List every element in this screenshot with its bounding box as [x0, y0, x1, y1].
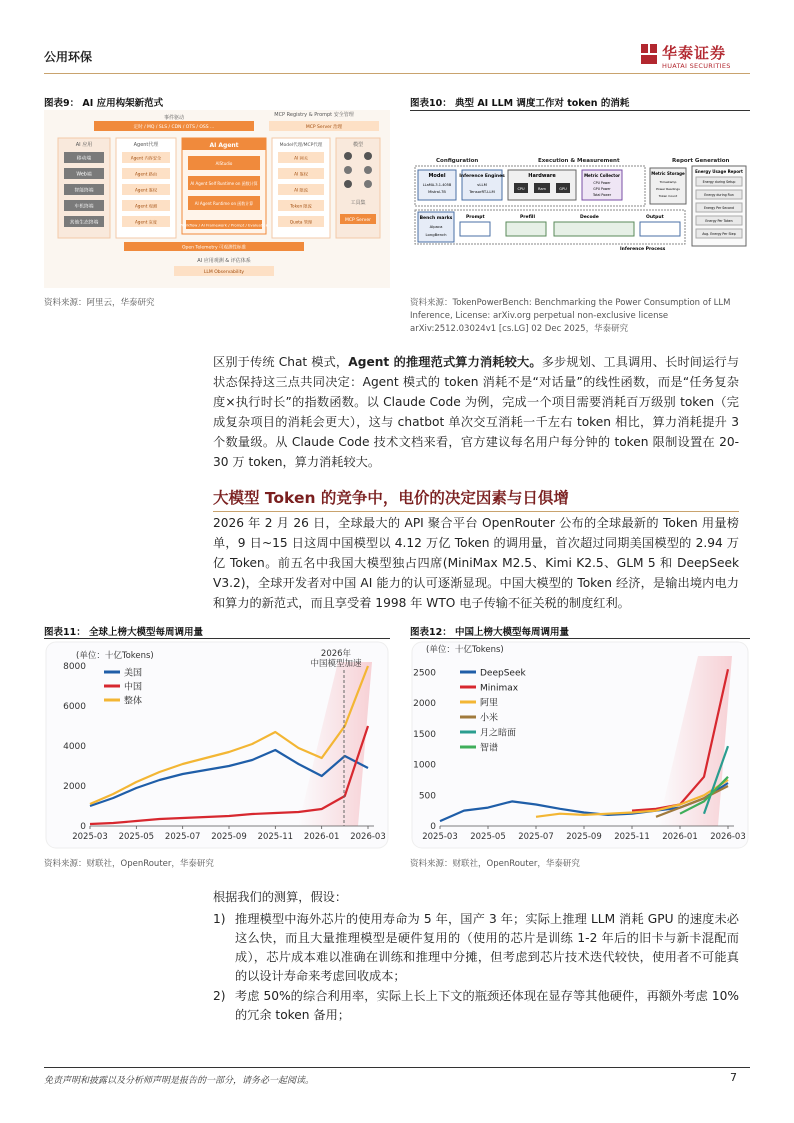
fig10-source	[410, 297, 730, 336]
y-tick-label: 8000	[63, 662, 86, 672]
x-tick-label: 2025-03	[72, 832, 108, 842]
page-number: 7	[730, 1071, 737, 1084]
d9-agent-item-label: Agent 观测	[134, 203, 158, 209]
chart-annotation: 2026年	[320, 649, 352, 659]
d9-model-item-label: AI 网关	[294, 155, 308, 161]
brand-logo	[640, 42, 750, 72]
d9-top-label: 事件驱动	[164, 115, 185, 121]
x-tick-label: 2025-05	[118, 832, 155, 842]
d9-model-item-label: AI 鉴权	[294, 171, 308, 177]
sector-label: 公用环保	[44, 50, 93, 64]
d9-mcp-server: MCP Server	[345, 218, 371, 223]
y-tick-label: 1500	[413, 729, 436, 740]
list-item-number: 2)	[213, 989, 226, 1003]
list-item-text: 推理模型中海外芯片的使用寿命为 5 年，国产 3 年；实际上推理 LLM 消耗 GPU 的速度未必这么快，而且大量推理模型是硬件复用的（使用的芯片是训练 1-2 年后的旧卡与新卡混配而成），芯片成本难以准确在训练和推理中分摊，但考虑到芯片技术迭代较快，使用者不可能真的以设计寿命来考虑回收成本；	[235, 912, 739, 983]
svg-text:Ram: Ram	[538, 187, 546, 191]
chart-annotation: 中国模型加速	[310, 659, 362, 669]
fig10-title: 图表10： 典型 AI LLM 调度工作对 token 的消耗	[410, 98, 630, 109]
logo-text-en: HUATAI SECURITIES	[662, 62, 731, 70]
para1-rest: 多步规划、工具调用、长时间运行与状态保持这三点共同决定：Agent 模式的 token 消耗不是“对话量”的线性函数，而是“任务复杂度×执行时长”的指数函数。以 Claude Code 为例，完成一个项目需要消耗百万级别 token（完成复杂项目的消耗会更大），这与 chatbot 单次交互消耗一千左右 token 相比，算力消耗提升 3 个数量级。从 Claude Code 技术文档来看，官方建议每名用户每分钟的 token 限制设置在 20-30 万 token，算力消耗较大。	[213, 355, 740, 469]
fig10-source-line: Inference, License: arXiv.org perpetual non-exclusive license	[410, 311, 669, 321]
fig9-diagram	[44, 110, 390, 288]
logo-text-cn: 华泰证券	[662, 44, 727, 62]
svg-text:CPU: CPU	[517, 187, 525, 191]
d10-report-item-label: Energy Per Token	[705, 219, 733, 223]
d9-center-footer: Workflow / AI Framework / Prompt / Evaluation	[179, 222, 269, 228]
list-item-text: 考虑 50%的综合利用率，实际上长上下文的瓶颈还体现在显存等其他硬件，再额外考虑 10%的冗余 token 备用；	[235, 989, 739, 1022]
unit-label: (单位：十亿Tokens)	[76, 651, 154, 661]
x-tick-label: 2026-03	[710, 832, 746, 842]
legend-label: Minimax	[480, 683, 519, 694]
svg-text:LLaMA-3.1-405B: LLaMA-3.1-405B	[422, 183, 452, 187]
d9-right-group2-label: 工具集	[350, 200, 366, 206]
y-tick-label: 4000	[63, 742, 86, 752]
x-tick-label: 2026-01	[303, 832, 340, 842]
d10-prompt: Prompt	[466, 215, 485, 220]
fig12-title-rule	[410, 638, 750, 639]
d9-left-item-label: 其他生态终端	[69, 220, 99, 226]
d10-engine: Inference Engines	[459, 174, 505, 179]
fig9-title: 图表9： AI 应用构架新范式	[44, 98, 164, 109]
d10-report-item-label: Energy Per Second	[704, 206, 734, 210]
svg-text:TensorRT-LLM: TensorRT-LLM	[469, 189, 495, 194]
d9-agent-item-label: Agent 灰度	[134, 219, 158, 225]
fig10-source-line: 资料来源：TokenPowerBench: Benchmarking the Power Consumption of LLM	[410, 298, 731, 308]
d9-agent-item-label: Agent 路由	[134, 171, 158, 177]
svg-text:GPU: GPU	[559, 187, 567, 191]
d9-center-item-label: AI Agent Self Runtime on 函数计算	[190, 181, 258, 186]
fig11-chart	[44, 640, 390, 850]
y-tick-label: 6000	[63, 702, 86, 712]
d10-decode: Decode	[580, 215, 599, 220]
fig11-title: 图表11： 全球上榜大模型每周调用量	[44, 627, 204, 638]
d9-top-right-label: MCP Registry & Prompt 安全管理	[274, 112, 354, 118]
d10-output: Output	[646, 215, 664, 220]
svg-text:vLLM: vLLM	[477, 182, 487, 187]
svg-text:LongBench: LongBench	[425, 232, 447, 237]
svg-text:Mistral-7B: Mistral-7B	[428, 190, 446, 194]
x-tick-label: 2025-07	[518, 832, 554, 842]
d9-left-item-label: 移动端	[76, 156, 92, 162]
d9-agent-gw-label: Agent代理	[133, 142, 159, 148]
legend-label: 小米	[480, 713, 499, 724]
d10-report-item-label: Energy during Setup	[702, 180, 736, 184]
d9-top-right-bar-text: MCP Server 治理	[305, 125, 343, 130]
assumptions-intro: 根据我们的测算，假设：	[213, 890, 348, 904]
d9-model-item-label: Token 限流	[290, 203, 312, 209]
fig12-source: 资料来源：财联社，OpenRouter，华泰研究	[410, 859, 580, 869]
d9-obs-text: LLM Observability	[203, 270, 245, 275]
d10-sec-config: Configuration	[436, 158, 479, 164]
d10-storage: Metric Storage	[651, 171, 685, 176]
para1-bold: Agent 的推理范式算力消耗较大。	[348, 355, 542, 369]
legend-label: 阿里	[480, 698, 499, 709]
list-item	[213, 987, 739, 1025]
x-tick-label: 2025-05	[470, 832, 506, 842]
y-tick-label: 2000	[413, 699, 436, 710]
svg-text:Timestamp: Timestamp	[659, 180, 677, 184]
header-rule	[44, 73, 750, 74]
para1-lead: 区别于传统 Chat 模式，	[213, 355, 349, 369]
d9-agent-item-label: Agent 鉴权	[134, 187, 158, 193]
d9-model-item-label: AI 限流	[294, 187, 308, 193]
y-tick-label: 1000	[413, 760, 436, 771]
fig10-title-rule	[410, 110, 750, 111]
legend-label: 月之暗面	[480, 728, 517, 739]
d10-collector: Metric Collector	[584, 173, 620, 178]
svg-text:GPU Power: GPU Power	[593, 187, 611, 191]
legend-label: 中国	[124, 682, 143, 693]
svg-text:CPU Power: CPU Power	[593, 181, 611, 185]
legend-label: 智谱	[480, 743, 499, 754]
d10-model: Model	[428, 173, 446, 179]
footer-rule	[44, 1067, 750, 1068]
x-tick-label: 2026-03	[350, 832, 386, 842]
list-item	[213, 910, 739, 986]
d10-sec-report: Report Generation	[672, 158, 730, 164]
d9-agent-item-label: Agent 内容安全	[130, 155, 162, 161]
x-tick-label: 2025-09	[566, 832, 602, 842]
d10-hardware: Hardware	[528, 173, 556, 179]
paragraph-openrouter: 2026 年 2 月 26 日，全球最大的 API 聚合平台 OpenRouter 公布的全球最新的 Token 用量榜单，9 日~15 日这周中国模型以 4.12 万亿 Token 的调用量，首次超过同期美国模型的 2.94 万亿 Token。前五名中我国大模型独占四席(MiniMax M2.5、Kimi K2.5、GLM 5 和 DeepSeek V3.2)，全球开发者对中国 AI 能力的认可逐渐显现。中国大模型的 Token 经济，是输出境内电力和算力的新范式，而且享受着 1998 年 WTO 电子传输不征关税的制度红利。	[213, 516, 739, 610]
d9-center-title: AI Agent	[209, 142, 239, 149]
fig11-title-rule	[44, 638, 390, 639]
fig9-source: 资料来源：阿里云，华泰研究	[44, 298, 155, 308]
d10-report-item-label: Energy during Run	[704, 193, 734, 197]
list-item-number: 1)	[213, 912, 226, 926]
x-tick-label: 2025-11	[614, 832, 650, 842]
y-tick-label: 500	[418, 791, 436, 802]
d10-prefill: Prefill	[520, 215, 535, 220]
x-tick-label: 2025-11	[257, 832, 294, 842]
x-tick-label: 2025-09	[211, 832, 247, 842]
d9-left-item-label: 车机终端	[74, 204, 94, 210]
svg-text:Total Power: Total Power	[592, 193, 612, 197]
fig11-source: 资料来源：财联社，OpenRouter，华泰研究	[44, 859, 214, 869]
d9-top-bar-text: 定时 / MQ / SLS / CDN / OTS / OSS ...	[133, 125, 215, 130]
d10-bench: Bench marks	[419, 216, 453, 221]
d9-center-item-label: AI Agent Runtime on 函数计算	[194, 201, 254, 206]
y-tick-label: 0	[80, 822, 86, 832]
y-tick-label: 2500	[413, 668, 436, 679]
d9-left-item-label: Web端	[76, 172, 92, 178]
d9-center-item-label: AIStudio	[215, 161, 233, 166]
x-tick-label: 2026-01	[662, 832, 698, 842]
fig12-chart	[410, 640, 750, 850]
d9-otel-text: Open Telemetry 可观测性标准	[181, 245, 247, 251]
d10-sec-exec: Execution & Measurement	[538, 158, 620, 164]
fig12-title: 图表12： 中国上榜大模型每周调用量	[410, 627, 570, 638]
section-heading-rule	[213, 511, 739, 512]
fig10-diagram	[410, 140, 750, 270]
svg-text:Alpaca: Alpaca	[429, 224, 443, 229]
section-heading: 大模型 Token 的竞争中，电价的决定因素与日俱增	[213, 489, 569, 507]
svg-text:Token Count: Token Count	[658, 194, 678, 198]
legend-label: 美国	[124, 668, 143, 679]
d9-model-gw-label: Model代理/MCP代理	[279, 143, 323, 148]
d10-report-item-label: Avg. Energy Per Step	[702, 232, 736, 236]
x-tick-label: 2025-07	[164, 832, 201, 842]
x-tick-label: 2025-03	[422, 832, 458, 842]
legend-label: 整体	[124, 696, 143, 707]
d10-report: Energy Usage Report	[695, 169, 743, 174]
d10-inference: Inference Process	[620, 247, 666, 252]
d9-left-item-label: 智能终端	[74, 188, 94, 194]
y-tick-label: 0	[430, 822, 436, 832]
d9-model-item-label: Quota 管理	[289, 219, 313, 225]
footer-disclaimer: 免责声明和披露以及分析师声明是报告的一部分，请务必一起阅读。	[44, 1076, 315, 1086]
svg-text:Power Readings: Power Readings	[656, 187, 680, 191]
d9-eval-label: AI 应用观测 & 评估体系	[197, 258, 251, 264]
d9-right-group-label: 模型	[352, 142, 364, 148]
paragraph-agent	[213, 352, 739, 472]
y-tick-label: 2000	[63, 782, 86, 792]
legend-label: DeepSeek	[480, 668, 526, 679]
fig10-source-line: arXiv:2512.03024v1 [cs.LG] 02 Dec 2025，华泰研究	[410, 324, 629, 334]
unit-label: (单位：十亿Tokens)	[426, 645, 504, 655]
d9-left-group-label: AI 应用	[75, 142, 93, 148]
logo-emblem-icon	[640, 44, 658, 66]
